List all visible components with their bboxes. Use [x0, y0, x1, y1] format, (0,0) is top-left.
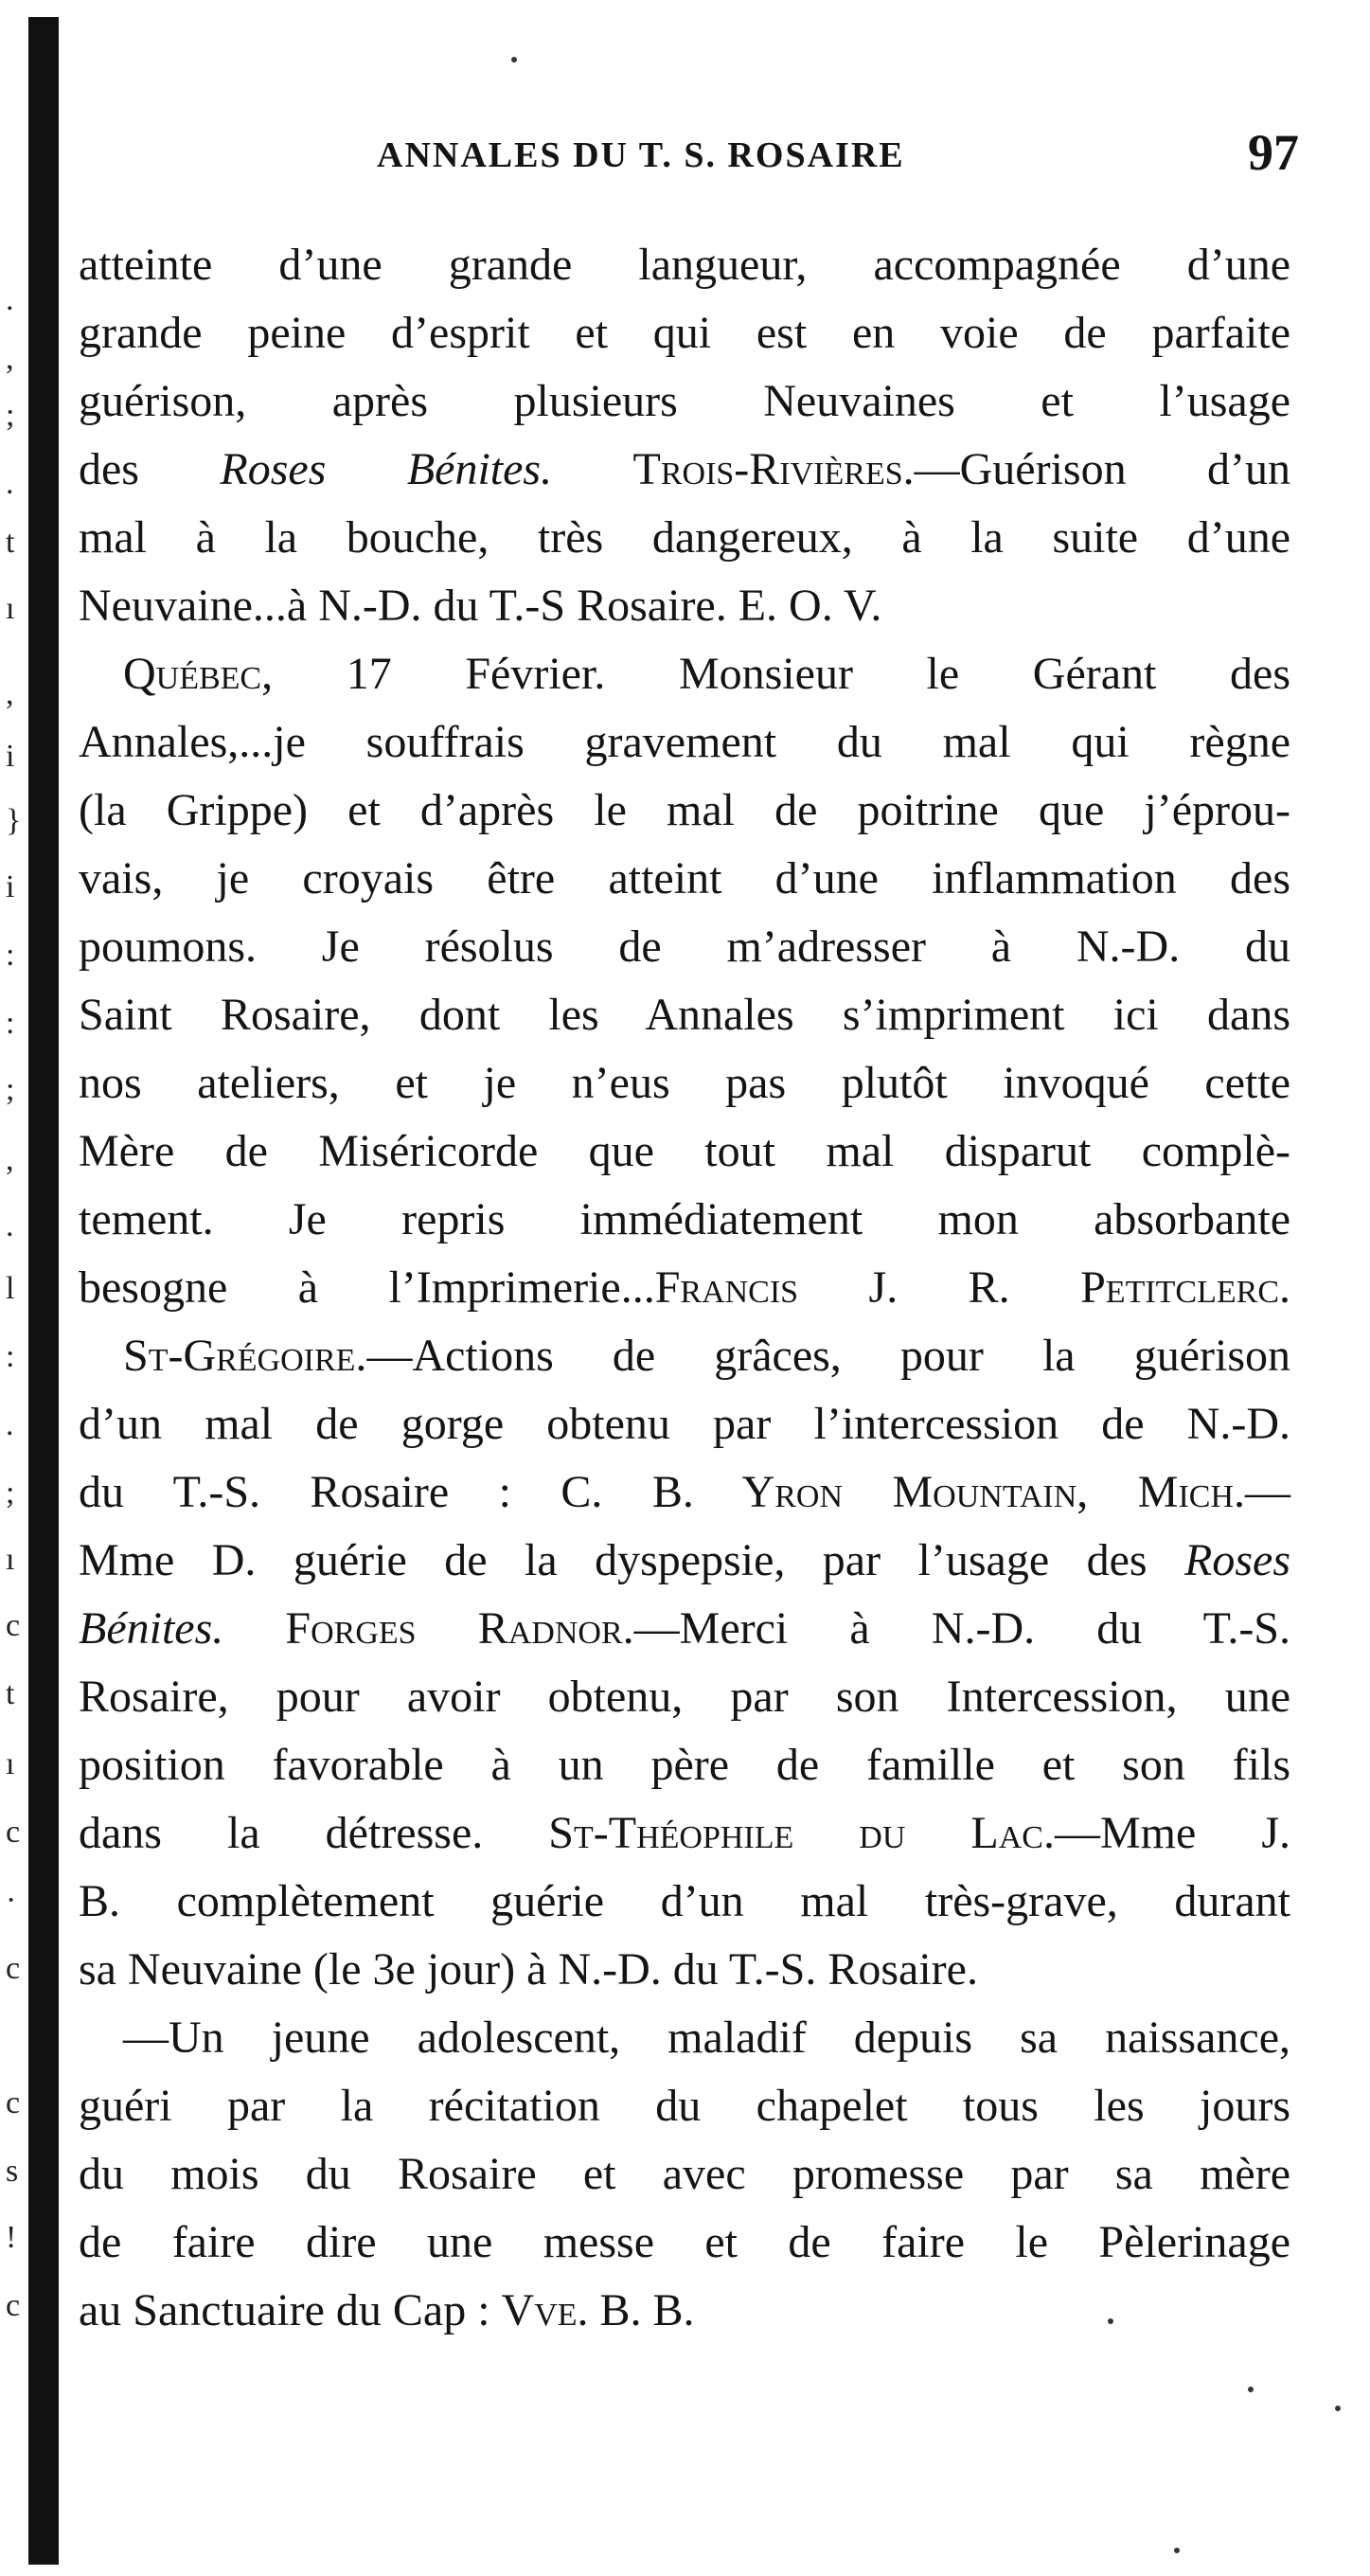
margin-mark: : — [6, 938, 15, 973]
text-line — [79, 2078, 1290, 2135]
margin-mark: c — [6, 1951, 21, 1986]
text-run: besogne à l’Imprimerie... — [79, 1262, 655, 1313]
margin-mark: ; — [6, 1476, 15, 1511]
margin-mark: } — [6, 803, 22, 838]
ink-speck — [1248, 2387, 1254, 2392]
text-run: —Un jeune adolescent, maladif depuis sa naissance, — [123, 2012, 1290, 2063]
italic-run: Bénites. — [79, 1603, 224, 1654]
margin-mark: ; — [6, 398, 15, 433]
text-line — [79, 2282, 1290, 2339]
text-line — [79, 578, 1290, 635]
margin-mark: s — [6, 2154, 19, 2189]
text-run: guéri par la récitation du chapelet tous les jours — [79, 2081, 1290, 2131]
margin-mark: . — [6, 282, 14, 317]
margin-mark: t — [6, 525, 15, 560]
text-line — [79, 1532, 1290, 1589]
italic-run: Roses — [1184, 1535, 1290, 1585]
text-run: Annales,...je souffrais gravement du mal qui règne — [79, 717, 1290, 767]
text-run: du T.-S. Rosaire : — [79, 1467, 561, 1517]
text-line — [79, 1123, 1290, 1180]
text-run: vais, je croyais être atteint d’une inflammation des — [79, 853, 1290, 903]
margin-mark: , — [6, 341, 14, 376]
text-line — [79, 1191, 1290, 1248]
text-line — [79, 1464, 1290, 1521]
place-name: Trois-Rivières. — [632, 444, 915, 494]
text-line — [123, 1328, 1290, 1385]
margin-mark: ı — [6, 1746, 15, 1781]
text-line — [123, 646, 1290, 703]
text-run: —Mme J. — [1054, 1808, 1291, 1858]
margin-mark: ı — [6, 591, 15, 626]
text-run: Neuvaine...à N.-D. du T.-S Rosaire. E. O. V. — [79, 581, 882, 631]
text-run: — — [1245, 1467, 1290, 1517]
text-run: Rosaire, pour avoir obtenu, par son Intercession, une — [79, 1672, 1290, 1722]
text-line — [79, 1260, 1290, 1316]
left-margin-bleed — [0, 0, 28, 2576]
margin-mark: : — [6, 1339, 15, 1374]
margin-mark: ı — [6, 1542, 15, 1577]
margin-mark: . — [6, 466, 14, 501]
text-run: —Guérison d’un — [914, 444, 1290, 494]
text-line — [79, 510, 1290, 566]
text-line — [79, 1737, 1290, 1794]
text-line — [79, 237, 1290, 294]
text-line — [79, 714, 1290, 771]
text-run: d’un mal de gorge obtenu par l’intercession de N.-D. — [79, 1399, 1290, 1449]
text-line — [79, 1941, 1290, 1998]
margin-mark: : — [6, 1006, 15, 1041]
text-line — [79, 1873, 1290, 1930]
ink-speck — [1335, 2406, 1341, 2411]
text-run: de faire dire une messe et de faire le Pèlerinage — [79, 2217, 1290, 2267]
margin-mark: c — [6, 1815, 21, 1850]
text-run: Mme D. guérie de la dyspepsie, par l’usage des — [79, 1535, 1185, 1585]
text-run: mal à la bouche, très dangereux, à la suite d’une — [79, 512, 1290, 563]
margin-mark: l — [6, 1271, 15, 1306]
margin-mark: t — [6, 1676, 15, 1711]
text-line — [79, 1601, 1290, 1657]
text-run: des — [79, 444, 221, 494]
running-title: ANNALES DU T. S. ROSAIRE — [377, 135, 905, 175]
text-run: atteinte d’une grande langueur, accompagnée d’une — [79, 240, 1290, 290]
text-line — [79, 1396, 1290, 1453]
text-run: —Actions de grâces, pour la guérison — [366, 1331, 1290, 1381]
signature-name: Francis J. R. Petitclerc. — [654, 1262, 1290, 1313]
text-run: grande peine d’esprit et qui est en voie de parfaite — [79, 308, 1290, 358]
ink-speck — [1108, 2318, 1113, 2324]
margin-mark: . — [6, 1208, 14, 1243]
margin-mark: , — [6, 676, 14, 711]
place-name: C. B. Yron Mountain, Mich. — [560, 1467, 1245, 1517]
text-run: sa Neuvaine (le 3e jour) à N.-D. du T.-S. Rosaire. — [79, 1944, 978, 1995]
binding-shadow — [28, 17, 59, 2565]
margin-mark: c — [6, 1608, 21, 1643]
ink-speck — [511, 57, 517, 63]
text-run: poumons. Je résolus de m’adresser à N.-D. du — [79, 921, 1290, 972]
italic-run: Roses Bénites. — [220, 444, 553, 494]
text-line — [79, 782, 1290, 839]
text-run: Saint Rosaire, dont les Annales s’impriment ici dans — [79, 990, 1290, 1040]
place-name: Québec, — [123, 649, 274, 699]
text-line — [79, 987, 1290, 1044]
text-run — [223, 1603, 285, 1654]
text-run: au Sanctuaire du Cap : — [79, 2285, 502, 2335]
margin-mark: ! — [6, 2220, 17, 2255]
text-line — [79, 1055, 1290, 1112]
margin-mark: i — [6, 739, 15, 774]
text-line — [123, 2010, 1290, 2066]
margin-mark: i — [6, 869, 15, 904]
text-line — [79, 1805, 1290, 1862]
text-run: nos ateliers, et je n’eus pas plutôt invoqué cette — [79, 1058, 1290, 1108]
text-line — [79, 441, 1290, 498]
text-run: tement. Je repris immédiatement mon absorbante — [79, 1194, 1290, 1244]
text-line — [79, 850, 1290, 907]
text-line — [79, 2146, 1290, 2203]
text-run — [552, 444, 632, 494]
page-number: 97 — [1248, 124, 1299, 181]
place-name: Forges Radnor. — [285, 1603, 634, 1654]
margin-mark: c — [6, 2288, 21, 2323]
signature-name: Vve. B. B. — [501, 2285, 695, 2335]
text-run: —Merci à N.-D. du T.-S. — [633, 1603, 1290, 1654]
text-run: Mère de Miséricorde que tout mal disparut complè- — [79, 1126, 1290, 1176]
text-run: dans la détresse. — [79, 1808, 549, 1858]
margin-mark: , — [6, 1142, 14, 1177]
text-line — [79, 373, 1290, 430]
place-name: St-Grégoire. — [123, 1331, 367, 1381]
place-name: St-Théophile du Lac. — [548, 1808, 1055, 1858]
margin-mark: c — [6, 2085, 21, 2120]
text-run: guérison, après plusieurs Neuvaines et l’usage — [79, 376, 1290, 426]
ink-speck — [1174, 2548, 1180, 2553]
text-run: 17 Février. Monsieur le Gérant des — [273, 649, 1290, 699]
text-line — [79, 2214, 1290, 2271]
text-run: (la Grippe) et d’après le mal de poitrine que j’éprou- — [79, 785, 1290, 835]
margin-mark: ; — [6, 1072, 15, 1107]
text-run: du mois du Rosaire et avec promesse par sa mère — [79, 2149, 1290, 2199]
text-line — [79, 919, 1290, 975]
text-run: position favorable à un père de famille et son fils — [79, 1740, 1290, 1790]
text-line — [79, 305, 1290, 362]
text-run: B. complètement guérie d’un mal très-grave, durant — [79, 1876, 1290, 1926]
margin-mark: · — [6, 1883, 17, 1918]
margin-mark: . — [6, 1407, 14, 1442]
text-line — [79, 1669, 1290, 1726]
